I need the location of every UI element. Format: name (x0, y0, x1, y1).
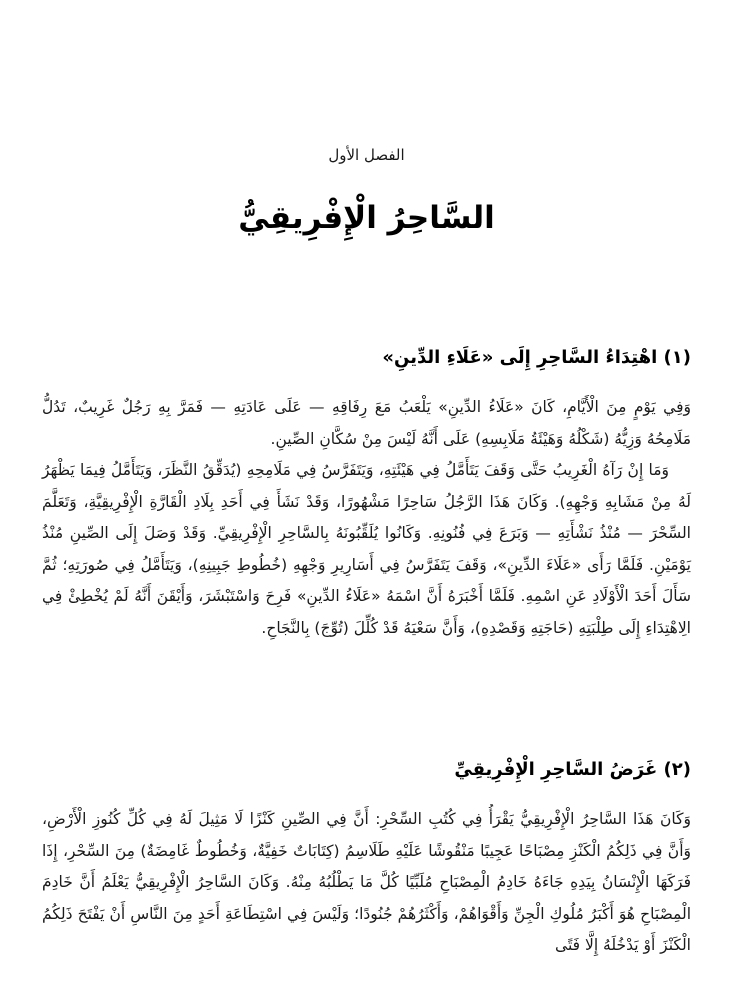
section-heading: (١) اهْتِدَاءُ السَّاحِرِ إِلَى «عَلَاءِ الدِّينِ» (382, 347, 691, 368)
paragraph: وَفِي يَوْمٍ مِنَ الْأَيَّامِ، كَانَ «عَلَاءُ الدِّينِ» يَلْعَبُ مَعَ رِفَاقِهِ — عَلَى عَادَتِهِ — فَمَرَّ بِهِ رَجُلٌ غَرِيبٌ، تَدُلُّ مَلَامِحُهُ وَزِيُّهُ (شَكْلُهُ وَهَيْئَةُ مَلَابِسِهِ) عَلَى أَنَّهُ لَيْسَ مِنْ سُكَّانِ الصِّينِ. (42, 398, 691, 448)
chapter-title: السَّاحِرُ الْإِفْرِيقِيُّ (238, 200, 495, 236)
paragraph: وَكَانَ هَذَا السَّاحِرُ الْإِفْرِيقِيُّ يَقْرَأُ فِي كُتُبِ السِّحْرِ: أَنَّ فِي الصِّينِ كَنْزًا لَا مَثِيلَ لَهُ فِي كُلِّ كُنُوزِ الْأَرْضِ، وَأَنَّ فِي ذَلِكُمُ الْكَنْزِ مِصْبَاحًا عَجِيبًا مَنْقُوشًا عَلَيْهِ طَلَاسِمُ (كِتَابَاتٌ خَفِيَّةٌ، وَخُطُوطٌ غَامِضَةٌ) مِنَ السِّحْرِ، إِذَا فَرَكَهَا الْإِنْسَانُ بِيَدِهِ جَاءَهُ خَادِمُ الْمِصْبَاحِ مُلَبِّيًا كُلَّ مَا يَطْلُبُهُ مِنْهُ. وَكَانَ السَّاحِرُ الْإِفْرِيقِيُّ يَعْلَمُ أَنَّ خَادِمَ الْمِصْبَاحِ هُوَ أَكْبَرُ مُلُوكِ الْجِنِّ وَأَقْوَاهُمْ، وَأَكْثَرُهُمْ جُنُودًا؛ وَلَيْسَ فِي اسْتِطَاعَةِ أَحَدٍ مِنَ النَّاسِ أَنْ يَفْتَحَ ذَلِكُمُ الْكَنْزَ أَوْ يَدْخُلَهُ إِلَّا فَتًى (42, 810, 691, 954)
paragraph: وَمَا إِنْ رَآهُ الْغَرِيبُ حَتَّى وَقَفَ يَتَأَمَّلُ فِي هَيْئَتِهِ، وَيَتَفَرَّسُ فِي مَلَامِحِهِ (يُدَقِّقُ النَّظَرَ، وَيَتَأَمَّلُ فِيمَا يَظْهَرُ لَهُ مِنْ مَشَابِهِ وَجْهِهِ). وَكَانَ هَذَا الرَّجُلُ سَاحِرًا مَشْهُورًا، وَقَدْ نَشَأَ فِي أَحَدِ بِلَادِ الْقَارَّةِ الْإِفْرِيقِيَّةِ، وَتَعَلَّمَ السِّحْرَ — مُنْذُ نَشْأَتِهِ — وَبَرَعَ فِي فُنُونِهِ. وَكَانُوا يُلَقِّبُونَهُ بِالسَّاحِرِ الْإِفْرِيقِيِّ. وَقَدْ وَصَلَ إِلَى الصِّينِ مُنْذُ يَوْمَيْنِ. فَلَمَّا رَأَى «عَلَاءَ الدِّينِ»، وَقَفَ يَتَفَرَّسُ فِي أَسَارِيرِ وَجْهِهِ (خُطُوطِ جَبِينِهِ)، وَيَتَأَمَّلُ فِي صُورَتِهِ؛ ثُمَّ سَأَلَ أَحَدَ الْأَوْلَادِ عَنِ اسْمِهِ. فَلَمَّا أَخْبَرَهُ أَنَّ اسْمَهُ «عَلَاءُ الدِّينِ» فَرِحَ وَاسْتَبْشَرَ، وَأَيْقَنَ أَنَّهُ لَمْ يُخْطِئْ فِي الِاهْتِدَاءِ إِلَى طِلْبَتِهِ (حَاجَتِهِ وَقَصْدِهِ)، وَأَنَّ سَعْيَهُ قَدْ كُلِّلَ (تُوِّجَ) بِالنَّجَاحِ. (42, 461, 691, 637)
section-body (42, 392, 691, 644)
section-heading: (٢) غَرَضُ السَّاحِرِ الْإِفْرِيقِيِّ (454, 759, 691, 780)
chapter-label: الفصل الأول (328, 146, 405, 164)
section-body (42, 804, 691, 1000)
